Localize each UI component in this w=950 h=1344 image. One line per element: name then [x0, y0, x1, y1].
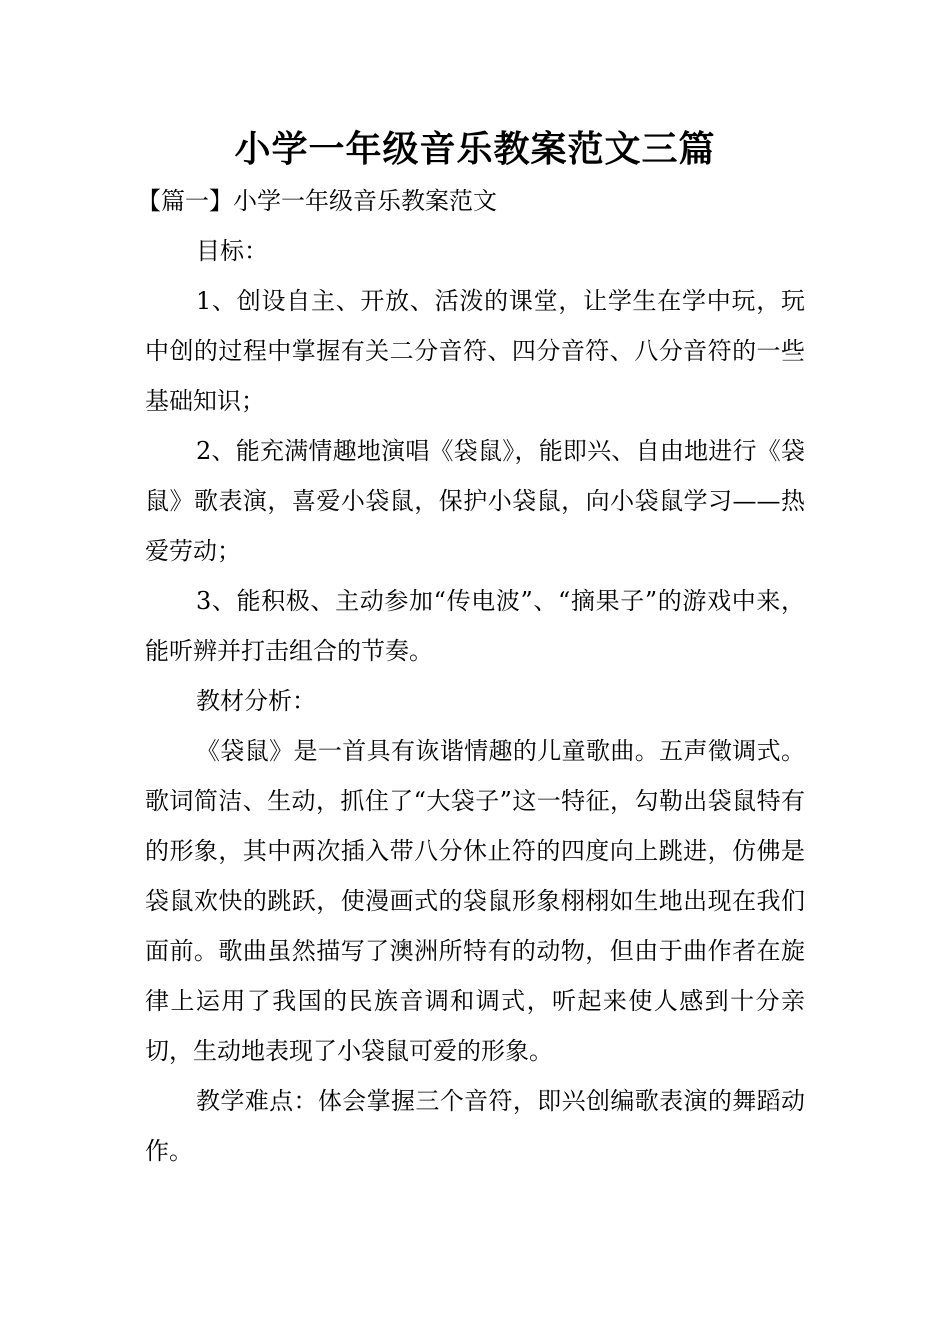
section-heading: 【篇一】小学一年级音乐教案范文 [137, 187, 497, 215]
document-body [137, 176, 805, 1176]
paragraph-analysis-heading: 教材分析： [196, 687, 316, 715]
paragraph-analysis: 《袋鼠》是一首具有诙谐情趣的儿童歌曲。五声徵调式。歌词简洁、生动，抓住了“大袋子”这一特征，勾勒出袋鼠特有的形象，其中两次插入带八分休止符的四度向上跳进，仿佛是袋鼠欢快的跳跃，使漫画式的袋鼠形象栩栩如生地出现在我们面前。歌曲虽然描写了澳洲所特有的动物，但由于曲作者在旋律上运用了我国的民族音调和调式，听起来使人感到十分亲切，生动地表现了小袋鼠可爱的形象。 [145, 737, 805, 1065]
paragraph-objectives-heading: 目标： [196, 237, 268, 265]
paragraph-objective-1: 1、创设自主、开放、活泼的课堂，让学生在学中玩，玩中创的过程中掌握有关二分音符、四分音符、八分音符的一些基础知识； [145, 287, 805, 415]
paragraph-objective-3: 3、能积极、主动参加“传电波”、“摘果子”的游戏中来，能听辨并打击组合的节奏。 [145, 587, 805, 665]
document-title: 小学一年级音乐教案范文三篇 [234, 129, 716, 170]
paragraph-objective-2: 2、能充满情趣地演唱《袋鼠》，能即兴、自由地进行《袋鼠》歌表演，喜爱小袋鼠，保护小袋鼠，向小袋鼠学习——热爱劳动； [145, 437, 805, 565]
paragraph-difficulty: 教学难点：体会掌握三个音符，即兴创编歌表演的舞蹈动作。 [145, 1087, 805, 1165]
